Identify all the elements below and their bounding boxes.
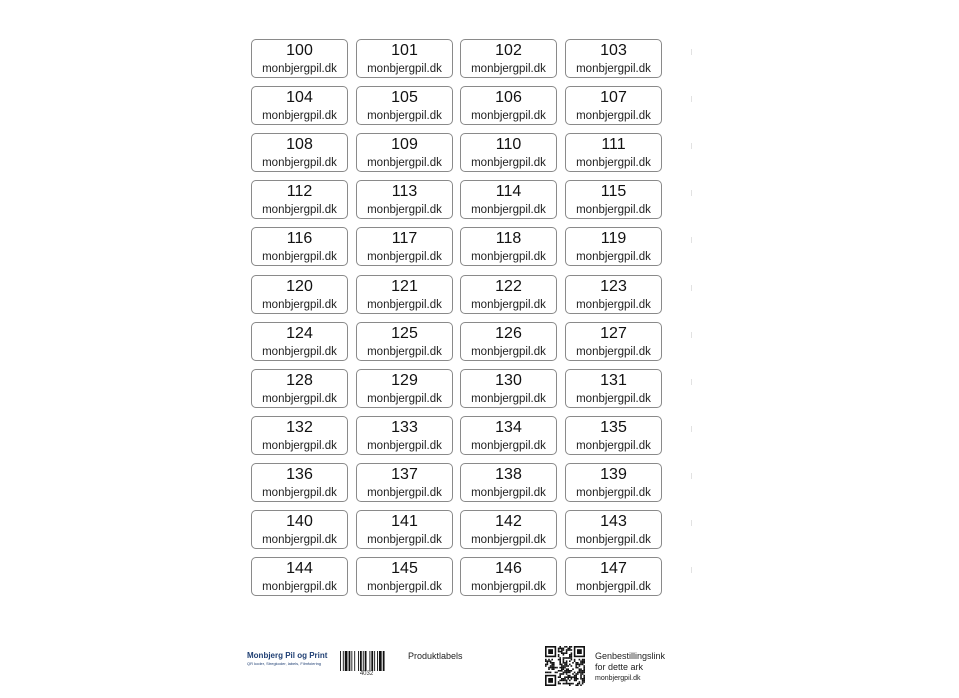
product-name: Produktlabels (408, 651, 463, 661)
label-cell (356, 180, 453, 219)
label-site: monbjergpil.dk (576, 392, 651, 405)
label-site: monbjergpil.dk (471, 204, 546, 217)
label-site: monbjergpil.dk (262, 486, 337, 499)
cut-mark (691, 426, 692, 432)
label-site: monbjergpil.dk (367, 486, 442, 499)
label-cell (460, 180, 557, 219)
label-cell (460, 39, 557, 78)
label-site: monbjergpil.dk (262, 157, 337, 170)
label-number: 138 (495, 465, 522, 483)
label-number: 128 (286, 371, 313, 389)
label-cell (565, 557, 662, 596)
label-site: monbjergpil.dk (262, 581, 337, 594)
label-cell (251, 322, 348, 361)
label-cell (251, 369, 348, 408)
label-cell (356, 557, 453, 596)
label-number: 106 (495, 89, 522, 107)
label-site: monbjergpil.dk (576, 534, 651, 546)
label-cell (251, 463, 348, 502)
label-cell (460, 86, 557, 125)
label-cell (356, 86, 453, 125)
label-number: 109 (391, 136, 418, 154)
label-number: 107 (600, 89, 627, 107)
label-number: 118 (495, 230, 522, 248)
brand-tagline: QR koder, Stregkoder, labels, Filmfoiering (247, 661, 322, 666)
label-number: 137 (391, 465, 418, 483)
cut-mark (691, 49, 692, 55)
label-cell (565, 463, 662, 502)
label-number: 122 (495, 277, 522, 295)
label-site: monbjergpil.dk (471, 251, 546, 264)
qr-code-icon[interactable] (545, 646, 585, 686)
label-cell (460, 322, 557, 361)
cut-mark (691, 520, 692, 526)
cut-mark (691, 143, 692, 149)
label-site: monbjergpil.dk (576, 486, 651, 499)
cut-mark (691, 237, 692, 243)
label-site: monbjergpil.dk (576, 63, 651, 75)
cut-mark (691, 473, 692, 479)
label-number: 111 (601, 136, 626, 154)
label-number: 100 (286, 42, 313, 59)
label-site: monbjergpil.dk (576, 439, 651, 452)
label-site: monbjergpil.dk (262, 110, 337, 123)
cut-mark (691, 379, 692, 385)
label-number: 145 (391, 560, 418, 578)
label-site: monbjergpil.dk (471, 298, 546, 311)
label-cell (251, 557, 348, 596)
label-cell (565, 322, 662, 361)
brand-name: Monbjerg Pil og Print (247, 651, 328, 660)
label-number: 141 (391, 513, 418, 530)
label-cell (356, 510, 453, 549)
label-cell (460, 416, 557, 455)
label-number: 132 (286, 418, 313, 436)
label-number: 120 (286, 277, 313, 295)
label-number: 101 (391, 42, 418, 59)
label-site: monbjergpil.dk (471, 392, 546, 405)
label-cell (251, 416, 348, 455)
label-site: monbjergpil.dk (471, 345, 546, 358)
label-number: 126 (495, 324, 522, 342)
label-number: 136 (286, 465, 313, 483)
label-cell (565, 510, 662, 549)
label-number: 129 (391, 371, 418, 389)
cut-mark (691, 332, 692, 338)
label-number: 146 (495, 560, 522, 578)
reorder-line-1: Genbestillingslink (595, 651, 666, 661)
label-site: monbjergpil.dk (367, 392, 442, 405)
label-site: monbjergpil.dk (576, 204, 651, 217)
label-site: monbjergpil.dk (367, 204, 442, 217)
label-site: monbjergpil.dk (471, 486, 546, 499)
label-site: monbjergpil.dk (471, 581, 546, 594)
label-number: 144 (286, 560, 313, 578)
label-cell (565, 180, 662, 219)
label-cell (356, 39, 453, 78)
label-number: 103 (600, 42, 627, 59)
label-site: monbjergpil.dk (367, 581, 442, 594)
label-number: 143 (600, 513, 627, 530)
label-site: monbjergpil.dk (262, 63, 337, 75)
label-number: 142 (495, 513, 522, 530)
label-number: 134 (495, 418, 522, 436)
label-cell (356, 416, 453, 455)
label-cell (565, 227, 662, 266)
label-number: 113 (391, 183, 418, 201)
label-number: 117 (391, 230, 418, 248)
label-number: 121 (391, 277, 418, 295)
label-cell (460, 369, 557, 408)
label-cell (251, 39, 348, 78)
label-cell (356, 369, 453, 408)
label-site: monbjergpil.dk (367, 63, 442, 75)
label-cell (251, 275, 348, 314)
label-number: 133 (391, 418, 418, 436)
label-cell (565, 369, 662, 408)
label-site: monbjergpil.dk (367, 439, 442, 452)
label-cell (565, 275, 662, 314)
label-number: 123 (600, 277, 627, 295)
label-site: monbjergpil.dk (471, 110, 546, 123)
label-cell (251, 86, 348, 125)
label-number: 124 (286, 324, 313, 342)
cut-mark (691, 285, 692, 291)
label-cell (460, 557, 557, 596)
label-cell (565, 416, 662, 455)
label-number: 119 (600, 230, 627, 248)
label-number: 114 (495, 183, 522, 201)
label-site: monbjergpil.dk (262, 345, 337, 358)
label-number: 115 (600, 183, 627, 201)
label-site: monbjergpil.dk (367, 251, 442, 264)
label-site: monbjergpil.dk (471, 534, 546, 546)
barcode-number: 4032 (359, 671, 374, 677)
reorder-site[interactable]: monbjergpil.dk (595, 675, 641, 682)
label-cell (460, 510, 557, 549)
label-number: 127 (600, 324, 627, 342)
label-cell (356, 227, 453, 266)
label-site: monbjergpil.dk (576, 298, 651, 311)
label-cell (251, 227, 348, 266)
label-cell (356, 463, 453, 502)
label-site: monbjergpil.dk (367, 298, 442, 311)
label-number: 105 (391, 89, 418, 107)
label-cell (356, 133, 453, 172)
label-cell (251, 180, 348, 219)
label-cell (460, 227, 557, 266)
label-site: monbjergpil.dk (262, 204, 337, 217)
label-site: monbjergpil.dk (367, 110, 442, 123)
label-cell (565, 86, 662, 125)
label-number: 140 (286, 513, 313, 530)
cut-mark (691, 96, 692, 102)
label-cell (356, 322, 453, 361)
label-site: monbjergpil.dk (262, 392, 337, 405)
label-site: monbjergpil.dk (367, 157, 442, 170)
label-sheet (251, 39, 665, 599)
label-number: 116 (286, 230, 313, 248)
label-cell (460, 463, 557, 502)
label-site: monbjergpil.dk (576, 157, 651, 170)
label-number: 131 (600, 371, 627, 389)
label-site: monbjergpil.dk (262, 439, 337, 452)
label-cell (251, 133, 348, 172)
label-site: monbjergpil.dk (576, 345, 651, 358)
cut-mark (691, 567, 692, 573)
label-number: 135 (600, 418, 627, 436)
sheet-footer (0, 640, 959, 698)
label-site: monbjergpil.dk (471, 157, 546, 170)
label-site: monbjergpil.dk (367, 345, 442, 358)
label-cell (251, 510, 348, 549)
label-cell (565, 133, 662, 172)
label-number: 112 (286, 183, 313, 201)
label-number: 147 (600, 560, 627, 578)
label-cell (565, 39, 662, 78)
label-number: 102 (495, 42, 522, 59)
label-number: 130 (495, 371, 522, 389)
barcode-icon (340, 651, 393, 671)
label-site: monbjergpil.dk (262, 534, 337, 546)
label-site: monbjergpil.dk (367, 534, 442, 546)
label-number: 139 (600, 465, 627, 483)
label-site: monbjergpil.dk (471, 439, 546, 452)
label-site: monbjergpil.dk (576, 581, 651, 594)
label-number: 125 (391, 324, 418, 342)
label-site: monbjergpil.dk (576, 110, 651, 123)
label-site: monbjergpil.dk (262, 251, 337, 264)
label-cell (460, 275, 557, 314)
reorder-line-2: for dette ark (595, 662, 644, 672)
label-number: 104 (286, 89, 313, 107)
label-number: 110 (495, 136, 522, 154)
label-number: 108 (286, 136, 313, 154)
label-cell (356, 275, 453, 314)
label-cell (460, 133, 557, 172)
label-site: monbjergpil.dk (262, 298, 337, 311)
cut-mark (691, 190, 692, 196)
label-site: monbjergpil.dk (576, 251, 651, 264)
label-site: monbjergpil.dk (471, 63, 546, 75)
reorder-link-text[interactable] (595, 651, 665, 673)
